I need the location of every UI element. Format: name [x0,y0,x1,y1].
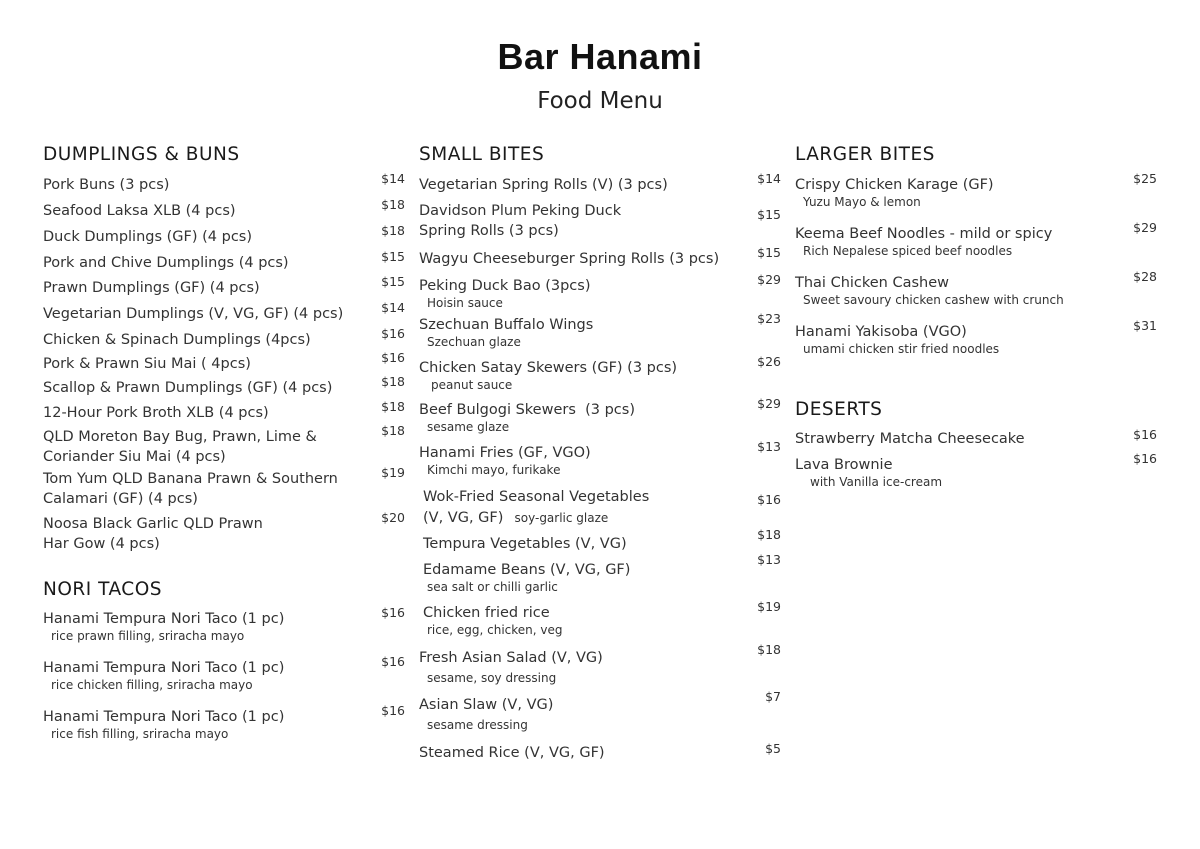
menu-item [423,527,781,554]
item-price: $13 [757,439,781,454]
item-description: Szechuan glaze [427,335,521,349]
item-price: $16 [1133,451,1157,466]
item-price: $15 [757,245,781,260]
item-name: Hanami Tempura Nori Taco (1 pc) [43,709,285,725]
item-name: Edamame Beans (V, VG, GF) [423,562,631,578]
menu-item [43,274,405,298]
item-description: soy-garlic glaze [514,511,609,525]
menu-item [43,249,405,273]
item-description: Yuzu Mayo & lemon [803,195,921,209]
item-price: $14 [757,171,781,186]
menu-item [419,439,781,478]
menu-item [419,689,781,733]
item-price: $29 [757,272,781,287]
menu-item [43,703,405,742]
item-description: sesame glaze [427,420,510,434]
item-name: Chicken & Spinach Dumplings (4pcs) [43,332,311,348]
item-price: $18 [381,374,405,389]
item-name: Wagyu Cheeseburger Spring Rolls (3 pcs) [419,251,720,267]
menu-item [43,465,405,509]
section-title-larger-bites: LARGER BITES [795,144,935,165]
menu-item [795,269,1157,308]
item-price: $7 [765,689,781,704]
menu-item [423,552,781,595]
item-name: Beef Bulgogi Skewers (3 pcs) [419,402,635,418]
menu-item [43,171,405,195]
item-price: $16 [381,654,405,669]
item-price: $18 [757,527,781,542]
item-description: rice fish filling, sriracha mayo [51,727,229,741]
item-name: Thai Chicken Cashew [795,275,950,291]
item-price: $16 [757,492,781,507]
menu-item [43,326,405,350]
item-price: $14 [381,171,405,186]
item-price: $18 [381,399,405,414]
item-description: Rich Nepalese spiced beef noodles [803,244,1013,258]
menu-item [423,487,781,528]
item-price: $20 [381,510,405,525]
item-price: $5 [765,741,781,756]
menu-item [795,318,1157,357]
item-name-line-2 [423,507,781,528]
menu-item [43,510,405,554]
item-name: Vegetarian Spring Rolls (V) (3 pcs) [419,177,668,193]
menu-item [795,171,1157,210]
item-price: $16 [381,703,405,718]
item-name: Steamed Rice (V, VG, GF) [419,745,605,761]
item-name: Fresh Asian Salad (V, VG) [419,650,603,666]
item-price: $29 [757,396,781,411]
item-name: Chicken fried rice [423,605,550,621]
item-price: $28 [1133,269,1157,284]
item-name: Hanami Tempura Nori Taco (1 pc) [43,611,285,627]
menu-item [43,350,405,374]
item-name: Pork and Chive Dumplings (4 pcs) [43,255,289,271]
item-price: $18 [381,197,405,212]
item-name: Keema Beef Noodles - mild or spicy [795,226,1053,242]
menu-item [795,220,1157,259]
item-name: Hanami Fries (GF, VGO) [419,445,591,461]
menu-subtitle: Food Menu [537,88,663,114]
item-price: $16 [1133,427,1157,442]
item-price: $16 [381,350,405,365]
menu-item [419,396,781,435]
menu-item [43,223,405,247]
menu-item [795,429,1157,449]
item-price: $15 [381,274,405,289]
menu-item [419,642,781,686]
item-name: Prawn Dumplings (GF) (4 pcs) [43,280,260,296]
item-name: Pork Buns (3 pcs) [43,177,170,193]
menu-item [795,451,1157,490]
item-price: $25 [1133,171,1157,186]
item-price: $15 [381,249,405,264]
item-name: Noosa Black Garlic QLD Prawn Har Gow (4 pcs) [43,516,263,552]
menu-item [43,399,405,423]
item-description: Sweet savoury chicken cashew with crunch [803,293,1064,307]
item-price: $18 [381,423,405,438]
item-price: $31 [1133,318,1157,333]
item-description: peanut sauce [431,378,513,392]
section-title-small-bites: SMALL BITES [419,144,545,165]
item-name-continued: (V, VG, GF) [423,510,504,526]
item-name: Peking Duck Bao (3pcs) [419,278,591,294]
menu-item [419,311,781,350]
item-name: Hanami Tempura Nori Taco (1 pc) [43,660,285,676]
item-description: rice, egg, chicken, veg [427,623,563,637]
menu-item [43,423,405,467]
menu-item [423,599,781,638]
item-name: Tom Yum QLD Banana Prawn & Southern Calamari (GF) (4 pcs) [43,471,338,507]
item-price: $19 [381,465,405,480]
item-description: sesame dressing [427,718,528,732]
item-price: $29 [1133,220,1157,235]
item-name: QLD Moreton Bay Bug, Prawn, Lime & Coriander Siu Mai (4 pcs) [43,429,317,465]
item-price: $15 [757,207,781,222]
item-name: Chicken Satay Skewers (GF) (3 pcs) [419,360,678,376]
section-title-nori-tacos: NORI TACOS [43,579,163,600]
item-name: Asian Slaw (V, VG) [419,697,554,713]
menu-item [43,654,405,693]
menu-item [419,171,781,195]
menu-item [43,197,405,221]
item-description: sesame, soy dressing [427,671,557,685]
item-price: $26 [757,354,781,369]
menu-item [419,272,781,311]
item-name: Wok-Fried Seasonal Vegetables [423,489,650,505]
item-description: Hoisin sauce [427,296,503,310]
item-description: Kimchi mayo, furikake [427,463,561,477]
item-name: Hanami Yakisoba (VGO) [795,324,967,340]
section-title-deserts: DESERTS [795,399,883,420]
restaurant-title: Bar Hanami [497,36,703,77]
item-price: $16 [381,605,405,620]
item-name: Seafood Laksa XLB (4 pcs) [43,203,236,219]
menu-item [43,605,405,644]
item-price: $13 [757,552,781,567]
item-description: umami chicken stir fried noodles [803,342,1000,356]
menu-item [43,374,405,398]
item-name: Duck Dumplings (GF) (4 pcs) [43,229,253,245]
item-price: $23 [757,311,781,326]
menu-item [419,743,781,763]
section-title-dumplings-buns: DUMPLINGS & BUNS [43,144,240,165]
menu-item [43,300,405,324]
item-name: Davidson Plum Peking Duck Spring Rolls (3 pcs) [419,203,622,239]
item-name: Strawberry Matcha Cheesecake [795,431,1025,447]
item-description: rice chicken filling, sriracha mayo [51,678,253,692]
item-price: $16 [381,326,405,341]
item-description: sea salt or chilli garlic [427,580,558,594]
item-name: Pork & Prawn Siu Mai ( 4pcs) [43,356,251,372]
item-name: Scallop & Prawn Dumplings (GF) (4 pcs) [43,380,333,396]
item-name: Tempura Vegetables (V, VG) [423,536,627,552]
menu-item [419,245,781,269]
item-price: $18 [381,223,405,238]
item-description: rice prawn filling, sriracha mayo [51,629,245,643]
item-name: 12-Hour Pork Broth XLB (4 pcs) [43,405,269,421]
item-price: $19 [757,599,781,614]
item-name: Lava Brownie [795,457,893,473]
item-description: with Vanilla ice-cream [810,475,943,489]
menu-item [419,201,781,241]
item-price: $18 [757,642,781,657]
menu-item [419,354,781,393]
item-name: Vegetarian Dumplings (V, VG, GF) (4 pcs) [43,306,344,322]
item-name: Crispy Chicken Karage (GF) [795,177,994,193]
item-name: Szechuan Buffalo Wings [419,317,594,333]
item-price: $14 [381,300,405,315]
